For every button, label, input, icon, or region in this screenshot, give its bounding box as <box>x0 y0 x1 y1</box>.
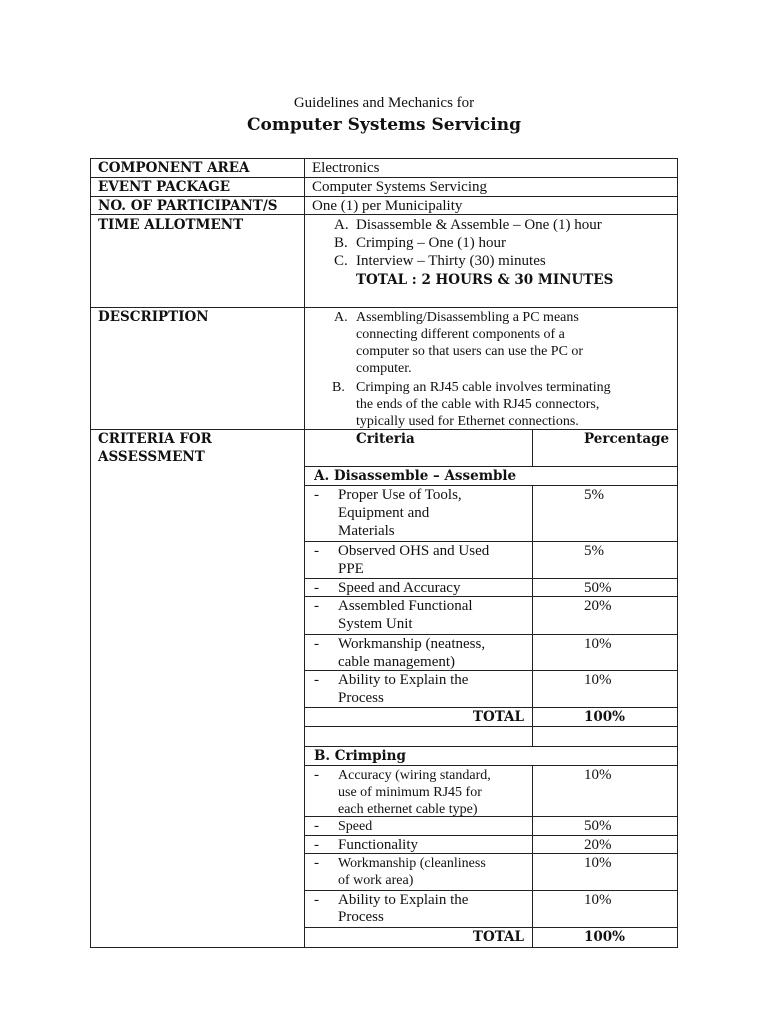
criteria-column-divider <box>532 765 533 948</box>
time-allotment-total: TOTAL : 2 HOURS & 30 MINUTES <box>356 272 614 288</box>
criterion-text: each ethernet cable type) <box>338 802 478 817</box>
guidelines-table <box>90 158 678 948</box>
criterion-text: Process <box>338 690 384 706</box>
criteria-dash: - <box>314 837 319 853</box>
criterion-text: Workmanship (neatness, <box>338 636 486 652</box>
criterion-text: Speed <box>338 819 373 834</box>
criteria-row-divider <box>304 765 678 766</box>
document-header <box>0 94 768 135</box>
criterion-percentage: 10% <box>584 672 612 688</box>
description-a-line: computer so that users can use the PC or <box>356 344 584 359</box>
criteria-column-divider <box>532 429 533 466</box>
criterion-text: Assembled Functional <box>338 598 473 614</box>
criteria-row-divider <box>304 541 678 542</box>
time-allotment-label: TIME ALLOTMENT <box>98 217 244 233</box>
table-border-top <box>90 158 678 159</box>
criteria-label: CRITERIA FOR <box>98 431 212 447</box>
criterion-percentage: 10% <box>584 855 612 871</box>
column-divider <box>304 158 305 948</box>
component-area-label: COMPONENT AREA <box>98 160 250 176</box>
section-b-total-value: 100% <box>584 929 626 945</box>
description-b-line: typically used for Ethernet connections. <box>356 414 579 429</box>
criteria-dash: - <box>314 767 319 783</box>
criterion-percentage: 50% <box>584 818 612 834</box>
criterion-text: Proper Use of Tools, <box>338 487 462 503</box>
criterion-percentage: 10% <box>584 767 612 783</box>
criterion-text: cable management) <box>338 654 456 670</box>
description-a-line: computer. <box>356 361 412 376</box>
criteria-dash: - <box>314 487 319 503</box>
criteria-dash: - <box>314 636 319 652</box>
percentage-column-header: Percentage <box>584 431 670 447</box>
row-divider <box>90 177 678 178</box>
description-letter-a: A. <box>334 310 348 325</box>
criteria-column-divider <box>532 726 533 746</box>
criteria-row-divider <box>304 634 678 635</box>
time-item-letter: C. <box>334 253 348 269</box>
description-a-line: Assembling/Disassembling a PC means <box>356 310 579 325</box>
criteria-row-divider <box>304 746 678 747</box>
criterion-percentage: 10% <box>584 892 612 908</box>
criterion-percentage: 20% <box>584 837 612 853</box>
section-b-total-label: TOTAL <box>472 929 524 945</box>
section-b-title: B. Crimping <box>314 748 406 764</box>
criteria-row-divider <box>304 726 678 727</box>
participants-label: NO. OF PARTICIPANT/S <box>98 198 278 214</box>
time-item-text: Crimping – One (1) hour <box>356 235 506 251</box>
criteria-dash: - <box>314 598 319 614</box>
section-a-total-label: TOTAL <box>472 709 524 725</box>
criterion-text: Speed and Accuracy <box>338 580 461 596</box>
row-divider <box>90 307 678 308</box>
row-divider <box>90 196 678 197</box>
criterion-text: of work area) <box>338 873 414 888</box>
criteria-dash: - <box>314 818 319 834</box>
criteria-row-divider <box>304 578 678 579</box>
document-subtitle: Guidelines and Mechanics for <box>293 95 475 111</box>
criterion-text: Accuracy (wiring standard, <box>338 768 491 783</box>
description-label: DESCRIPTION <box>98 309 209 325</box>
criterion-text: Ability to Explain the <box>338 892 469 908</box>
time-item-text: Interview – Thirty (30) minutes <box>356 253 546 269</box>
criterion-text: Materials <box>338 523 395 539</box>
criterion-percentage: 5% <box>584 543 604 559</box>
criteria-dash: - <box>314 580 319 596</box>
component-area-value: Electronics <box>312 160 380 176</box>
criteria-column-divider <box>532 485 533 726</box>
criteria-row-divider <box>304 890 678 891</box>
participants-value: One (1) per Municipality <box>312 198 463 214</box>
criterion-percentage: 10% <box>584 636 612 652</box>
criteria-row-divider <box>304 835 678 836</box>
criteria-column-header: Criteria <box>356 431 415 447</box>
time-item-letter: B. <box>334 235 348 251</box>
event-package-label: EVENT PACKAGE <box>98 179 231 195</box>
section-a-title: A. Disassemble – Assemble <box>314 468 517 484</box>
document-title: Computer Systems Servicing <box>247 115 521 135</box>
criteria-row-divider <box>304 466 678 467</box>
criteria-dash: - <box>314 855 319 871</box>
criterion-text: Observed OHS and Used <box>338 543 490 559</box>
description-letter-b: B. <box>332 380 345 395</box>
criterion-text: use of minimum RJ45 for <box>338 785 482 800</box>
criterion-percentage: 5% <box>584 487 604 503</box>
criterion-text: Workmanship (cleanliness <box>338 856 486 871</box>
criterion-text: Ability to Explain the <box>338 672 469 688</box>
criterion-percentage: 50% <box>584 580 612 596</box>
section-a-total-value: 100% <box>584 709 626 725</box>
table-border-right <box>677 158 678 948</box>
description-b-line: the ends of the cable with RJ45 connectors, <box>356 397 600 412</box>
criterion-text: Functionality <box>338 837 418 853</box>
table-border-left <box>90 158 91 948</box>
description-b-line: Crimping an RJ45 cable involves terminating <box>356 380 611 395</box>
criterion-text: System Unit <box>338 616 413 632</box>
time-item-text: Disassemble & Assemble – One (1) hour <box>356 217 602 233</box>
criteria-row-divider <box>304 707 678 708</box>
table-border-bottom <box>90 947 678 948</box>
time-item-letter: A. <box>334 217 349 233</box>
criterion-text: Equipment and <box>338 505 430 521</box>
criterion-text: Process <box>338 909 384 925</box>
criterion-text: PPE <box>338 561 364 577</box>
criteria-row-divider <box>304 927 678 928</box>
criteria-label: ASSESSMENT <box>98 449 205 465</box>
criteria-dash: - <box>314 892 319 908</box>
event-package-value: Computer Systems Servicing <box>312 179 487 195</box>
criteria-dash: - <box>314 543 319 559</box>
criteria-dash: - <box>314 672 319 688</box>
criteria-row-divider <box>304 485 678 486</box>
description-a-line: connecting different components of a <box>356 327 565 342</box>
criterion-percentage: 20% <box>584 598 612 614</box>
